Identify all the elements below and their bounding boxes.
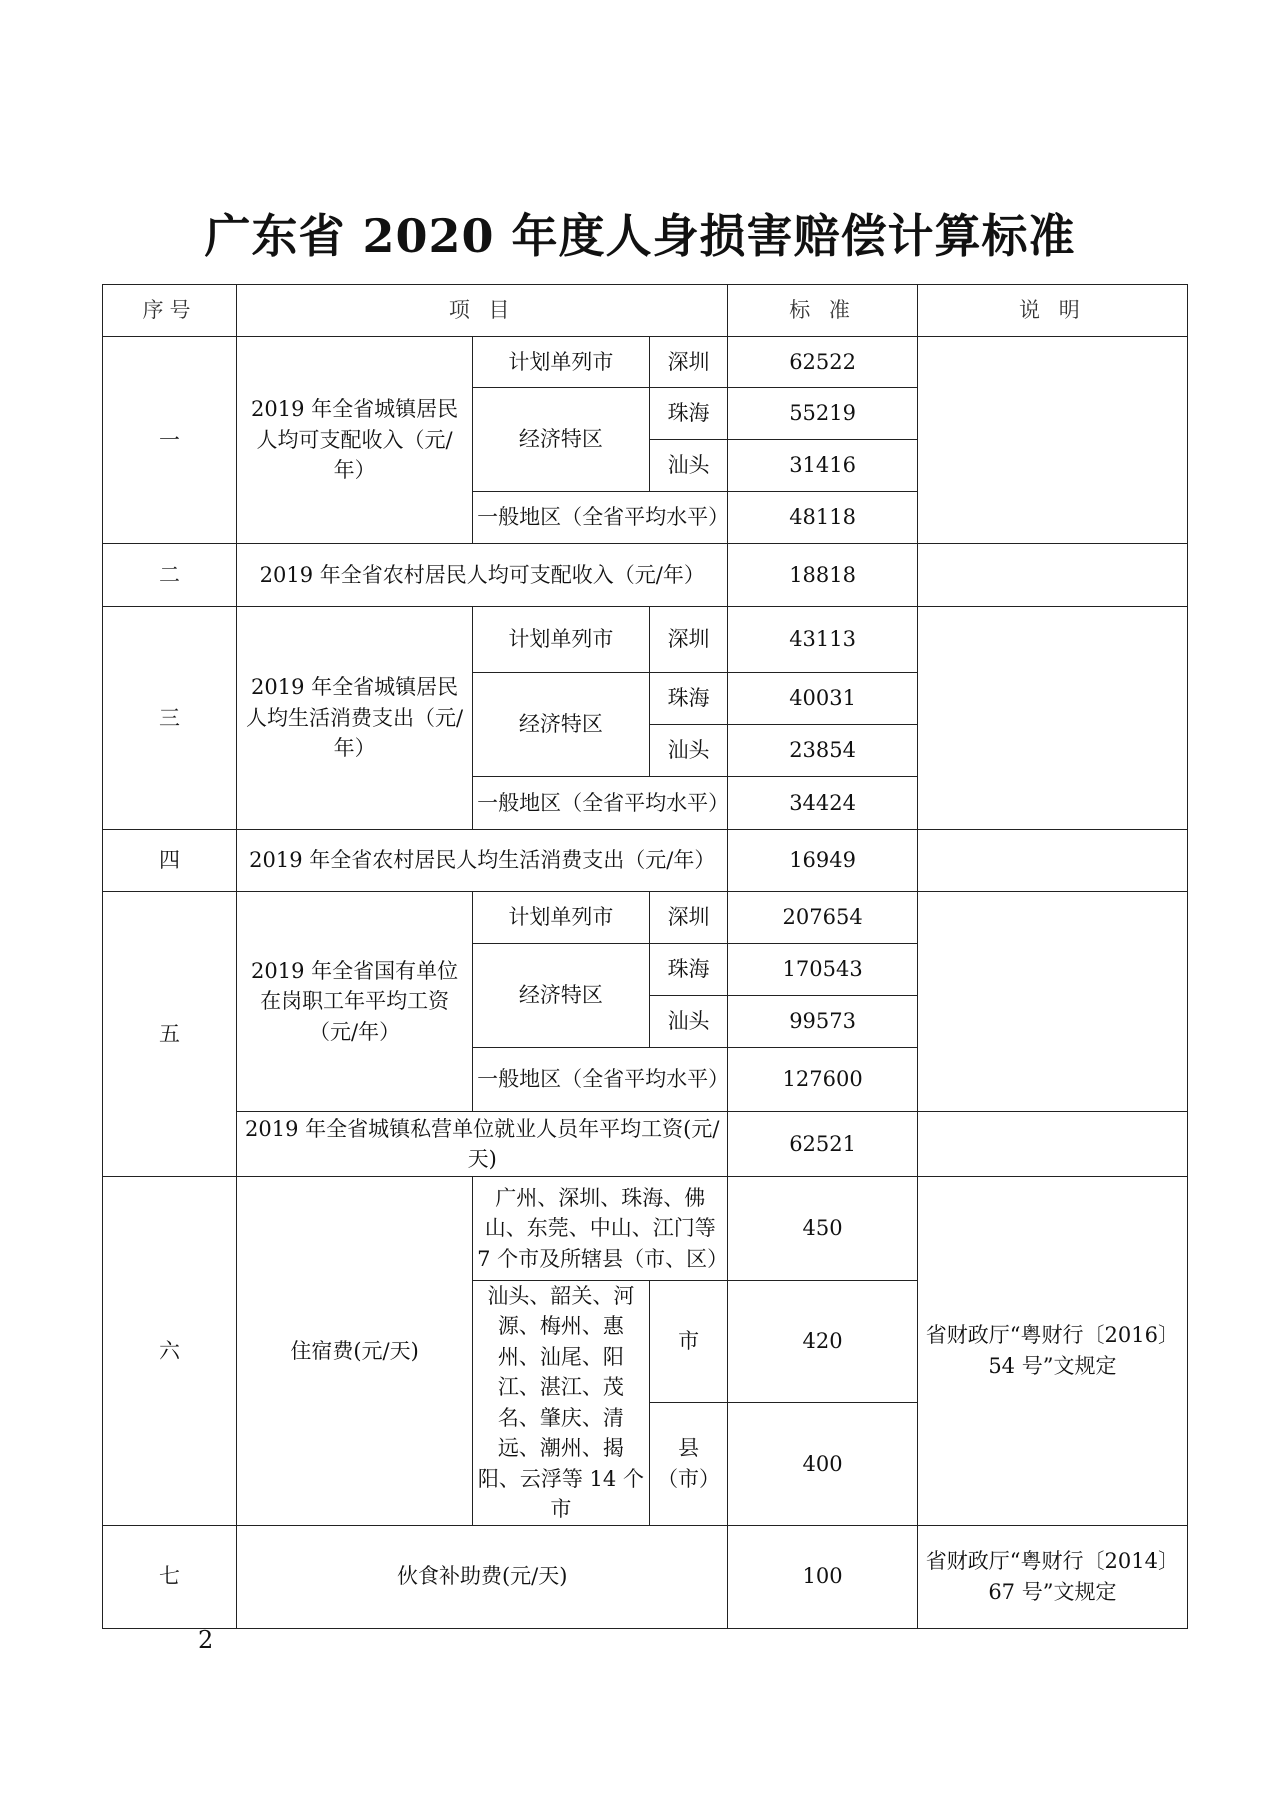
note-cell [917, 1112, 1187, 1177]
table-row [103, 892, 1188, 944]
table-row [103, 1112, 1188, 1177]
table-row [103, 544, 1188, 607]
table-header-row [103, 285, 1188, 337]
value-cell: 31416 [728, 440, 917, 492]
header-item: 项 目 [237, 285, 728, 337]
region-group-cell: 广州、深圳、珠海、佛山、东莞、中山、江门等 7 个市及所辖县（市、区） [473, 1177, 728, 1281]
seq-cell: 一 [103, 337, 237, 544]
item-cell: 伙食补助费(元/天) [237, 1525, 728, 1628]
seq-cell: 五 [103, 892, 237, 1177]
item-cell: 2019 年全省农村居民人均生活消费支出（元/年） [237, 830, 728, 892]
area-city: 汕头 [649, 725, 728, 777]
header-seq: 序号 [103, 285, 237, 337]
area-city: 珠海 [649, 673, 728, 725]
area-label: 经济特区 [473, 388, 650, 492]
area-label: 计划单列市 [473, 607, 650, 673]
seq-cell: 七 [103, 1525, 237, 1628]
area-label: 计划单列市 [473, 337, 650, 388]
area-city: 汕头 [649, 996, 728, 1048]
value-cell: 40031 [728, 673, 917, 725]
note-cell [917, 544, 1187, 607]
value-cell: 450 [728, 1177, 917, 1281]
seq-cell: 三 [103, 607, 237, 830]
value-cell: 62522 [728, 337, 917, 388]
value-cell: 207654 [728, 892, 917, 944]
value-cell: 420 [728, 1281, 917, 1403]
value-cell: 18818 [728, 544, 917, 607]
table-row [103, 607, 1188, 673]
area-label: 经济特区 [473, 673, 650, 777]
item-cell: 2019 年全省城镇居民人均生活消费支出（元/年） [237, 607, 473, 830]
value-cell: 100 [728, 1525, 917, 1628]
area-label: 经济特区 [473, 944, 650, 1048]
value-cell: 170543 [728, 944, 917, 996]
standards-table [102, 284, 1188, 1629]
area-city: 深圳 [649, 337, 728, 388]
item-cell: 2019 年全省城镇居民人均可支配收入（元/年） [237, 337, 473, 544]
value-cell: 62521 [728, 1112, 917, 1177]
page-title: 广东省 2020 年度人身损害赔偿计算标准 [204, 209, 1076, 263]
note-cell [917, 830, 1187, 892]
note-cell [917, 607, 1187, 830]
header-standard: 标 准 [728, 285, 917, 337]
table-row [103, 1525, 1188, 1628]
value-cell: 34424 [728, 777, 917, 830]
note-cell: 省财政厅“粤财行〔2014〕67 号”文规定 [917, 1525, 1187, 1628]
item-cell: 住宿费(元/天) [237, 1177, 473, 1526]
note-cell: 省财政厅“粤财行〔2016〕54 号”文规定 [917, 1177, 1187, 1526]
value-cell: 23854 [728, 725, 917, 777]
value-cell: 99573 [728, 996, 917, 1048]
area-label: 计划单列市 [473, 892, 650, 944]
value-cell: 48118 [728, 492, 917, 544]
value-cell: 16949 [728, 830, 917, 892]
area-city: 深圳 [649, 892, 728, 944]
area-label: 一般地区（全省平均水平） [473, 1048, 728, 1112]
area-label: 一般地区（全省平均水平） [473, 777, 728, 830]
city-label: 市 [649, 1281, 728, 1403]
value-cell: 400 [728, 1403, 917, 1525]
value-cell: 55219 [728, 388, 917, 440]
county-label: 县（市） [649, 1403, 728, 1525]
value-cell: 127600 [728, 1048, 917, 1112]
table-row [103, 337, 1188, 388]
item-cell: 2019 年全省国有单位在岗职工年平均工资（元/年） [237, 892, 473, 1112]
value-cell: 43113 [728, 607, 917, 673]
area-city: 珠海 [649, 388, 728, 440]
seq-cell: 四 [103, 830, 237, 892]
seq-cell: 六 [103, 1177, 237, 1526]
note-cell [917, 892, 1187, 1112]
table-row [103, 830, 1188, 892]
header-note: 说 明 [917, 285, 1187, 337]
seq-cell: 二 [103, 544, 237, 607]
page-number: 2 [198, 1626, 214, 1654]
item-cell: 2019 年全省农村居民人均可支配收入（元/年） [237, 544, 728, 607]
area-city: 深圳 [649, 607, 728, 673]
area-label: 一般地区（全省平均水平） [473, 492, 728, 544]
item-cell: 2019 年全省城镇私营单位就业人员年平均工资(元/天) [237, 1112, 728, 1177]
note-cell [917, 337, 1187, 544]
region-group-cell: 汕头、韶关、河源、梅州、惠州、汕尾、阳江、湛江、茂名、肇庆、清远、潮州、揭阳、云浮等 14 个市 [473, 1281, 650, 1526]
table-row [103, 1177, 1188, 1281]
area-city: 汕头 [649, 440, 728, 492]
area-city: 珠海 [649, 944, 728, 996]
